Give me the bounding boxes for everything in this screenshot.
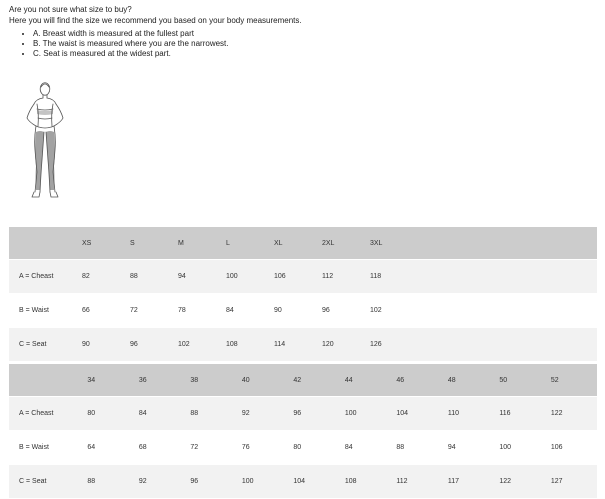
header-cell: [9, 364, 87, 396]
header-cell: L: [226, 227, 274, 259]
table-cell: 106: [551, 431, 597, 464]
header-cell: 40: [242, 364, 294, 396]
empty-cell: [418, 227, 597, 259]
table-cell: 68: [139, 431, 191, 464]
intro-question: Are you not sure what size to buy?: [9, 5, 132, 14]
row-label: A = Cheast: [9, 397, 87, 430]
table-cell: 100: [345, 397, 397, 430]
table-row: [9, 397, 597, 430]
size-table-letter: [9, 227, 597, 361]
table-cell: 88: [396, 431, 448, 464]
header-cell: 42: [293, 364, 345, 396]
table-cell: 80: [293, 431, 345, 464]
instruction-breast: • A. Breast width is measured at the fullest part: [33, 29, 599, 39]
table-cell: 80: [87, 397, 139, 430]
header-cell: 44: [345, 364, 397, 396]
table-cell: 100: [242, 465, 294, 498]
table-cell: 96: [190, 465, 242, 498]
table-cell: 102: [370, 294, 418, 327]
table-cell: 82: [82, 260, 130, 293]
table-cell: 104: [396, 397, 448, 430]
table-cell: 108: [345, 465, 397, 498]
header-cell: XS: [82, 227, 130, 259]
table-cell: 76: [242, 431, 294, 464]
table-row: [9, 328, 597, 361]
table-cell: 78: [178, 294, 226, 327]
header-cell: 50: [499, 364, 551, 396]
table-cell: 96: [130, 328, 178, 361]
table-cell: 90: [82, 328, 130, 361]
row-label: B = Waist: [9, 294, 82, 327]
table-cell: 117: [448, 465, 500, 498]
header-cell: 34: [87, 364, 139, 396]
table-cell: 120: [322, 328, 370, 361]
table-cell: 66: [82, 294, 130, 327]
table-header-row: [9, 227, 597, 259]
table-row: [9, 260, 597, 293]
header-cell: 3XL: [370, 227, 418, 259]
table-cell: 64: [87, 431, 139, 464]
table-cell: 126: [370, 328, 418, 361]
table-cell: 92: [139, 465, 191, 498]
empty-cell: [418, 260, 597, 293]
table-header-row: [9, 364, 597, 396]
row-label: B = Waist: [9, 431, 87, 464]
row-label: C = Seat: [9, 465, 87, 498]
row-label: A = Cheast: [9, 260, 82, 293]
table-cell: 116: [499, 397, 551, 430]
table-cell: 96: [322, 294, 370, 327]
table-cell: 100: [499, 431, 551, 464]
header-cell: 2XL: [322, 227, 370, 259]
table-cell: 108: [226, 328, 274, 361]
intro-description: Here you will find the size we recommend you based on your body measurements.: [9, 16, 302, 25]
size-table-numeric: [9, 364, 597, 498]
header-cell: 52: [551, 364, 597, 396]
table-cell: 127: [551, 465, 597, 498]
table-cell: 122: [551, 397, 597, 430]
header-cell: S: [130, 227, 178, 259]
table-row: [9, 294, 597, 327]
table-row: [9, 465, 597, 498]
table-cell: 84: [139, 397, 191, 430]
table-cell: 110: [448, 397, 500, 430]
table-cell: 106: [274, 260, 322, 293]
table-cell: 118: [370, 260, 418, 293]
table-row: [9, 431, 597, 464]
table-cell: 88: [190, 397, 242, 430]
instruction-seat: • C. Seat is measured at the widest part.: [33, 49, 599, 59]
woman-measurement-illustration: [20, 80, 70, 202]
header-cell: XL: [274, 227, 322, 259]
table-cell: 84: [345, 431, 397, 464]
table-cell: 104: [293, 465, 345, 498]
row-label: C = Seat: [9, 328, 82, 361]
table-cell: 88: [130, 260, 178, 293]
table-cell: 102: [178, 328, 226, 361]
empty-cell: [418, 294, 597, 327]
header-cell: [9, 227, 82, 259]
table-cell: 112: [322, 260, 370, 293]
header-cell: 48: [448, 364, 500, 396]
header-cell: M: [178, 227, 226, 259]
table-cell: 122: [499, 465, 551, 498]
table-cell: 84: [226, 294, 274, 327]
table-cell: 72: [130, 294, 178, 327]
table-cell: 112: [396, 465, 448, 498]
header-cell: 46: [396, 364, 448, 396]
table-cell: 72: [190, 431, 242, 464]
table-cell: 90: [274, 294, 322, 327]
table-cell: 88: [87, 465, 139, 498]
header-cell: 38: [190, 364, 242, 396]
table-cell: 96: [293, 397, 345, 430]
size-guide-intro: [9, 4, 599, 59]
table-cell: 94: [448, 431, 500, 464]
table-cell: 114: [274, 328, 322, 361]
instruction-waist: • B. The waist is measured where you are the narrowest.: [33, 39, 599, 49]
table-cell: 92: [242, 397, 294, 430]
header-cell: 36: [139, 364, 191, 396]
table-cell: 94: [178, 260, 226, 293]
empty-cell: [418, 328, 597, 361]
table-cell: 100: [226, 260, 274, 293]
measurement-instructions: [9, 29, 599, 59]
